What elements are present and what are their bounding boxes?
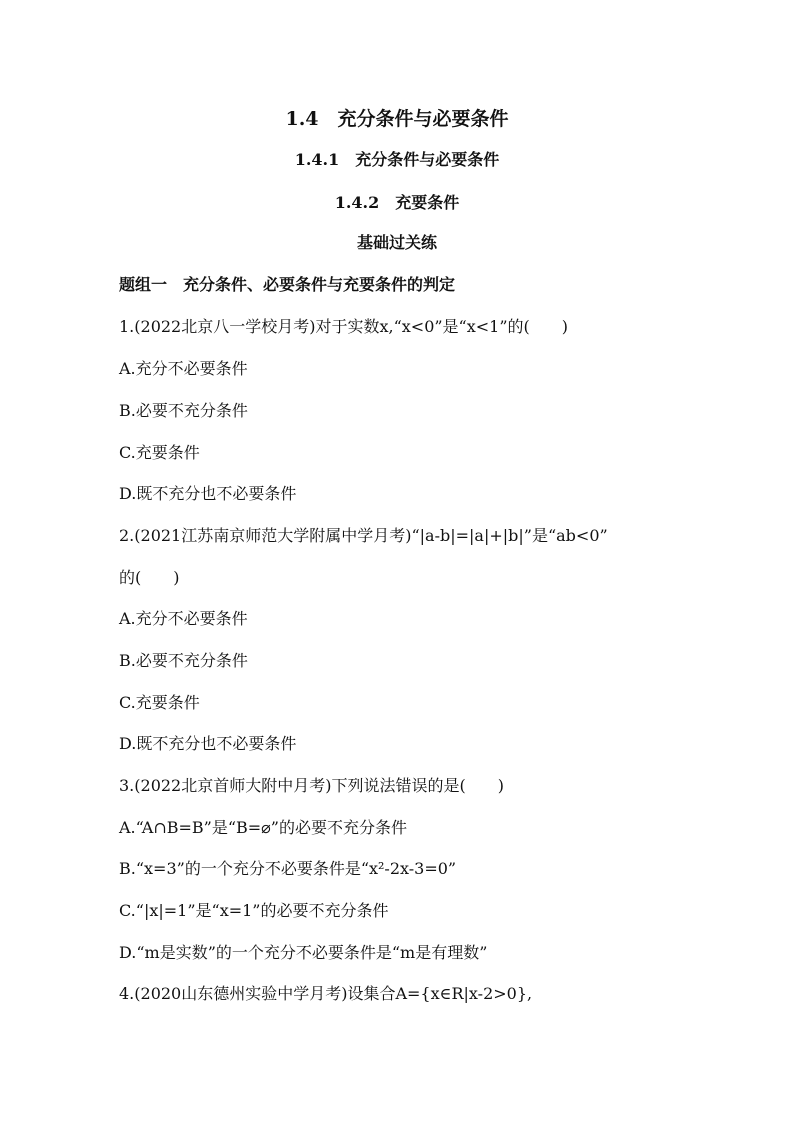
question-2-option-c: C.充要条件 xyxy=(119,693,200,712)
question-2-stem: 2.(2021江苏南京师范大学附属中学月考)“|a-b|=|a|+|b|”是“ab<0” xyxy=(119,526,608,545)
question-2-option-d: D.既不充分也不必要条件 xyxy=(119,734,297,753)
question-1-option-c: C.充要条件 xyxy=(119,443,200,462)
question-2-option-a: A.充分不必要条件 xyxy=(119,609,248,628)
section-title-1-4-2: 1.4.2 充要条件 xyxy=(334,193,460,212)
question-1-option-d: D.既不充分也不必要条件 xyxy=(119,484,297,503)
question-4-stem: 4.(2020山东德州实验中学月考)设集合A={x∈R|x-2>0}, xyxy=(119,984,533,1003)
page-title: 1.4 充分条件与必要条件 xyxy=(285,108,509,130)
question-2-option-b: B.必要不充分条件 xyxy=(119,651,248,670)
question-3-option-d: D.“m是实数”的一个充分不必要条件是“m是有理数” xyxy=(119,943,488,962)
question-1-option-b: B.必要不充分条件 xyxy=(119,401,248,420)
question-3-option-c: C.“|x|=1”是“x=1”的必要不充分条件 xyxy=(119,901,389,920)
question-2-stem-cont: 的( ) xyxy=(119,568,180,587)
question-3-stem: 3.(2022北京首师大附中月考)下列说法错误的是( ) xyxy=(119,776,504,795)
question-1-stem: 1.(2022北京八一学校月考)对于实数x,“x<0”是“x<1”的( ) xyxy=(119,317,569,336)
question-3-option-a: A.“A∩B=B”是“B=⌀”的必要不充分条件 xyxy=(119,818,407,837)
exercise-subtitle: 基础过关练 xyxy=(356,233,437,252)
section-title-1-4-1: 1.4.1 充分条件与必要条件 xyxy=(294,150,500,169)
question-group-title: 题组一 充分条件、必要条件与充要条件的判定 xyxy=(119,275,456,294)
question-3-option-b: B.“x=3”的一个充分不必要条件是“x²-2x-3=0” xyxy=(119,859,457,878)
question-1-option-a: A.充分不必要条件 xyxy=(119,359,248,378)
